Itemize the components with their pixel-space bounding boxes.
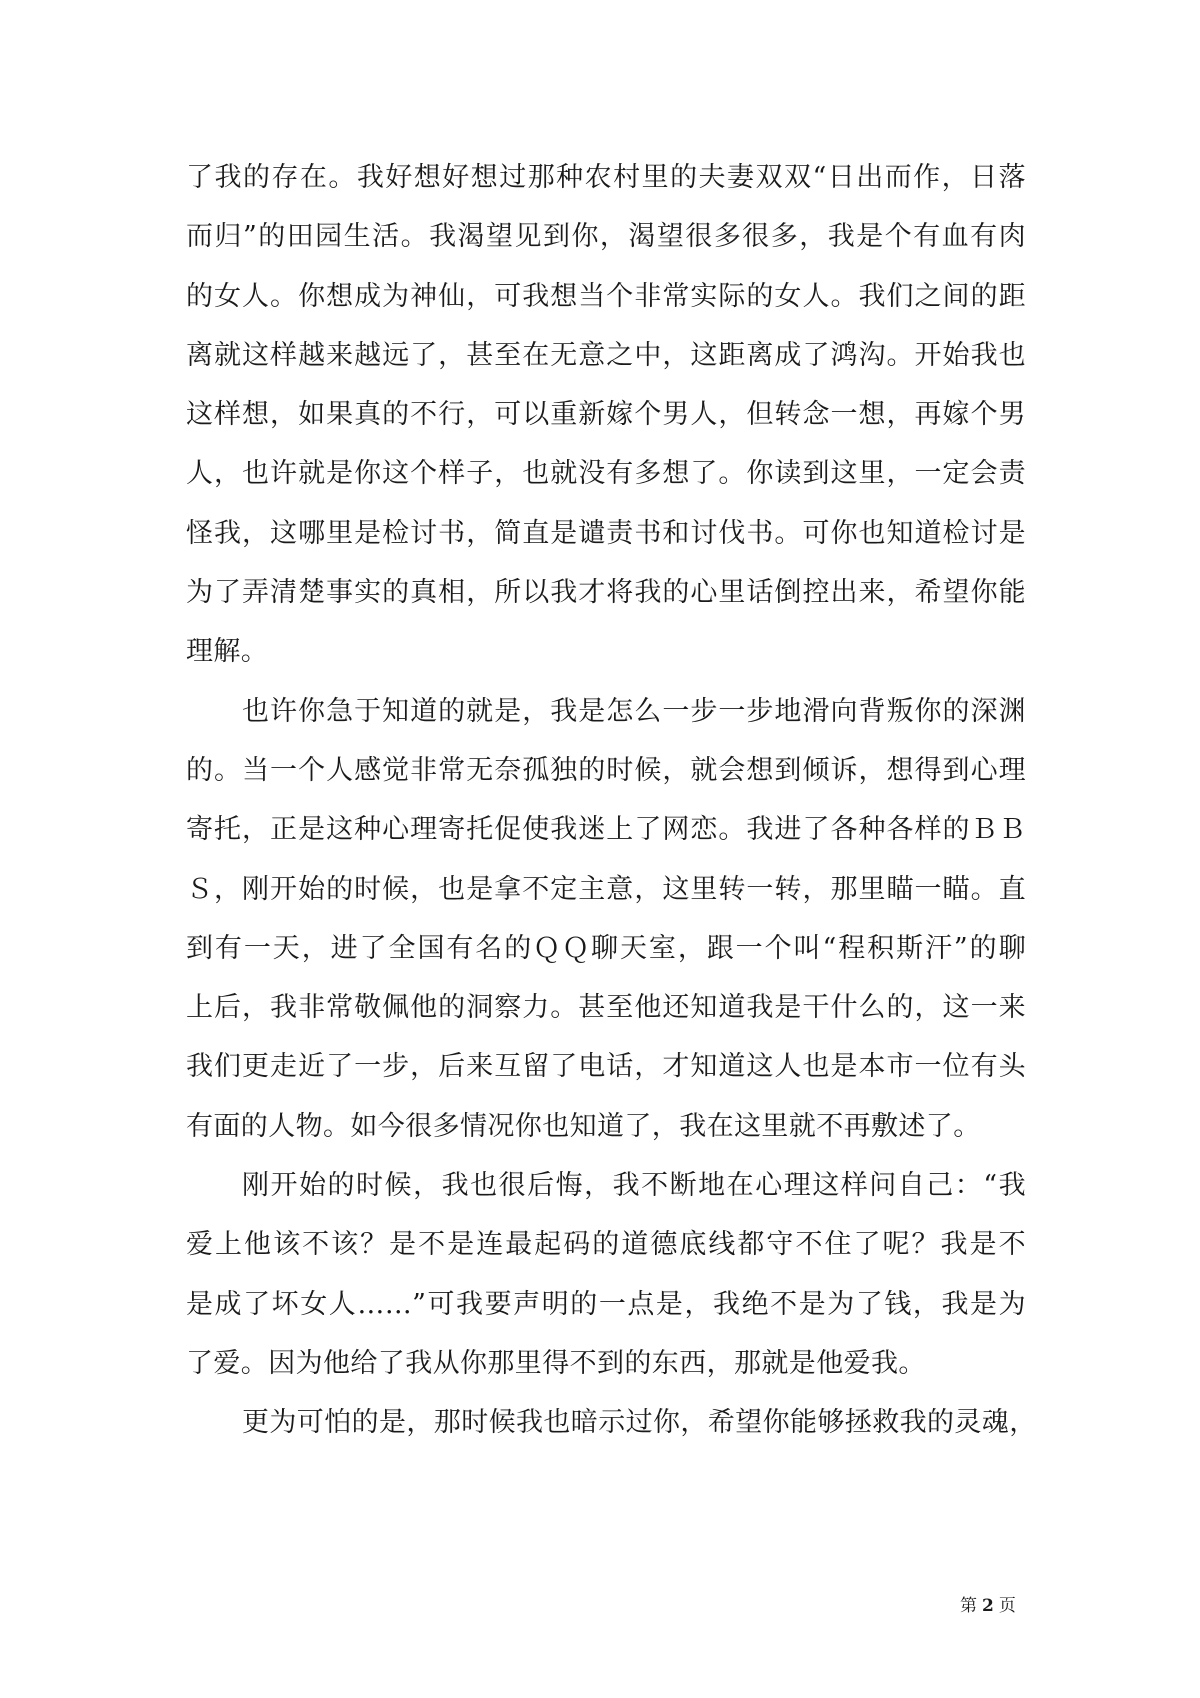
text-line: 怪我，这哪里是检讨书，简直是谴责书和讨伐书。可你也知道检讨是 [186, 517, 1026, 549]
text-line: 的女人。你想成为神仙，可我想当个非常实际的女人。我们之间的距 [186, 280, 1026, 312]
text-line: 刚开始的时候，我也很后悔，我不断地在心理这样问自己：“我 [242, 1170, 1026, 1202]
text-line: 而归”的田园生活。我渴望见到你，渴望很多很多，我是个有血有肉 [186, 221, 1026, 253]
page-footer [960, 1596, 1016, 1616]
text-line: 人，也许就是你这个样子，也就没有多想了。你读到这里，一定会责 [186, 458, 1026, 490]
text-line: Ｓ，刚开始的时候，也是拿不定主意，这里转一转，那里瞄一瞄。直 [186, 873, 1026, 905]
page-label-prefix: 第 [960, 1596, 977, 1616]
text-line: 更为可怕的是，那时候我也暗示过你，希望你能够拯救我的灵魂， [242, 1407, 1037, 1439]
paragraph [186, 1393, 1037, 1452]
text-line: 到有一天，进了全国有名的ＱＱ聊天室，跟一个叫“程积斯汗”的聊 [186, 932, 1026, 964]
text-line: 有面的人物。如今很多情况你也知道了，我在这里就不再敷述了。 [186, 1110, 981, 1142]
text-line: 上后，我非常敬佩他的洞察力。甚至他还知道我是干什么的，这一来 [186, 992, 1026, 1024]
body-text [186, 148, 1037, 1453]
page-number: 2 [982, 1596, 994, 1616]
text-line: 为了弄清楚事实的真相，所以我才将我的心里话倒控出来，希望你能 [186, 577, 1026, 609]
text-line: 是成了坏女人……”可我要声明的一点是，我绝不是为了钱，我是为 [186, 1288, 1026, 1320]
paragraph [186, 148, 1026, 682]
text-line: 爱上他该不该？是不是连最起码的道德底线都守不住了呢？我是不 [186, 1229, 1026, 1261]
paragraph [186, 682, 1026, 1156]
paragraph [186, 1156, 1026, 1393]
text-line: 了我的存在。我好想好想过那种农村里的夫妻双双“日出而作，日落 [186, 162, 1026, 193]
text-line: 这样想，如果真的不行，可以重新嫁个男人，但转念一想，再嫁个男 [186, 399, 1026, 431]
text-line: 了爱。因为他给了我从你那里得不到的东西，那就是他爱我。 [186, 1347, 926, 1379]
text-line: 的。当一个人感觉非常无奈孤独的时候，就会想到倾诉，想得到心理 [186, 754, 1026, 786]
text-line: 理解。 [186, 636, 269, 668]
text-line: 寄托，正是这种心理寄托促使我迷上了网恋。我进了各种各样的ＢＢ [186, 814, 1026, 846]
text-line: 离就这样越来越远了，甚至在无意之中，这距离成了鸿沟。开始我也 [186, 339, 1026, 371]
text-line: 我们更走近了一步，后来互留了电话，才知道这人也是本市一位有头 [186, 1051, 1026, 1083]
text-line: 也许你急于知道的就是，我是怎么一步一步地滑向背叛你的深渊 [242, 695, 1026, 727]
page-label-suffix: 页 [998, 1596, 1016, 1616]
